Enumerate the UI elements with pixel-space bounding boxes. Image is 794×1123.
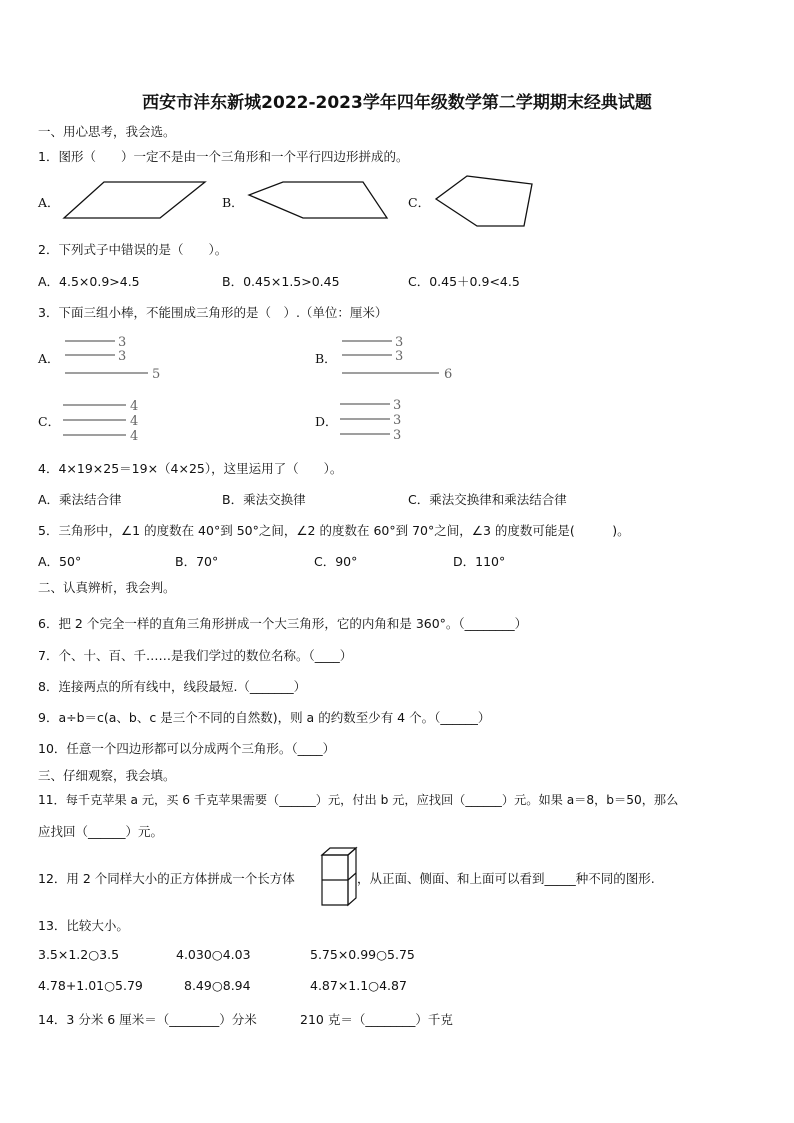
- q13-compare-3: 5.75×0.99○5.75: [310, 947, 415, 962]
- q2-option-a: A．4.5×0.9>4.5: [38, 274, 140, 289]
- q13-compare-6: 4.87×1.1○4.87: [310, 978, 407, 993]
- q1-shape-b: [243, 178, 393, 222]
- q3-option-c-label: C．: [38, 414, 61, 429]
- q3-c-length-1: 4: [130, 399, 139, 414]
- q3-sticks-b: [337, 333, 467, 383]
- question-14-part-1: 14．3 分米 6 厘米＝（________）分米: [38, 1012, 257, 1027]
- question-9: 9．a÷b＝c(a、b、c 是三个不同的自然数)，则 a 的约数至少有 4 个。（______）: [38, 710, 491, 725]
- section-3-heading: 三、仔细观察，我会填。: [38, 768, 176, 783]
- question-13: 13．比较大小。: [38, 918, 129, 933]
- q3-c-length-2: 4: [130, 414, 139, 429]
- q3-b-length-3: 6: [444, 367, 453, 382]
- q13-compare-2: 4.030○4.03: [176, 947, 251, 962]
- q13-compare-4: 4.78+1.01○5.79: [38, 978, 143, 993]
- q1-shape-c: [432, 172, 542, 232]
- question-6: 6．把 2 个完全一样的直角三角形拼成一个大三角形，它的内角和是 360°。（________）: [38, 616, 528, 631]
- q13-compare-1: 3.5×1.2○3.5: [38, 947, 120, 962]
- question-3: 3．下面三组小棒，不能围成三角形的是（ ）.（单位：厘米）: [38, 305, 388, 320]
- q3-sticks-d: [337, 396, 427, 446]
- q3-d-length-3: 3: [393, 428, 402, 443]
- q2-option-b: B．0.45×1.5>0.45: [222, 274, 340, 289]
- q3-d-length-2: 3: [393, 413, 402, 428]
- question-14-part-2: 210 克＝（________）千克: [300, 1012, 453, 1027]
- q1-option-c-label: C．: [408, 195, 431, 210]
- q3-a-length-1: 3: [118, 335, 127, 350]
- page-title: 西安市沣东新城2022-2023学年四年级数学第二学期期末经典试题: [142, 93, 652, 113]
- q3-sticks-a: [60, 333, 180, 383]
- q3-c-length-3: 4: [130, 429, 139, 444]
- question-12-text-after: ，从正面、侧面、和上面可以看到_____种不同的图形.: [357, 871, 655, 886]
- q3-a-length-3: 5: [152, 367, 161, 382]
- question-10: 10．任意一个四边形都可以分成两个三角形。（____）: [38, 741, 336, 756]
- q5-option-b: B．70°: [175, 554, 219, 569]
- q4-option-b: B．乘法交换律: [222, 492, 306, 507]
- q5-option-a: A．50°: [38, 554, 82, 569]
- q5-option-c: C．90°: [314, 554, 358, 569]
- question-8: 8．连接两点的所有线中，线段最短.（_______）: [38, 679, 307, 694]
- q3-sticks-c: [60, 396, 160, 446]
- q5-option-d: D．110°: [453, 554, 506, 569]
- q3-option-a-label: A．: [38, 351, 60, 366]
- q3-option-b-label: B．: [315, 351, 337, 366]
- section-2-heading: 二、认真辨析，我会判。: [38, 580, 176, 595]
- q3-b-length-2: 3: [395, 349, 404, 364]
- question-12-text-before: 12．用 2 个同样大小的正方体拼成一个长方体: [38, 871, 295, 886]
- q13-compare-5: 8.49○8.94: [184, 978, 251, 993]
- q1-shape-a: [60, 178, 210, 222]
- question-1: 1．图形（ ）一定不是由一个三角形和一个平行四边形拼成的。: [38, 149, 409, 164]
- q4-option-c: C．乘法交换律和乘法结合律: [408, 492, 567, 507]
- q1-option-b-label: B．: [222, 195, 244, 210]
- q3-b-length-1: 3: [395, 335, 404, 350]
- q3-a-length-2: 3: [118, 349, 127, 364]
- q2-option-c: C．0.45＋0.9<4.5: [408, 274, 520, 289]
- q4-option-a: A．乘法结合律: [38, 492, 122, 507]
- q1-option-a-label: A．: [38, 195, 60, 210]
- question-11-line-2: 应找回（______）元。: [38, 824, 164, 839]
- question-7: 7．个、十、百、千……是我们学过的数位名称。（____）: [38, 648, 353, 663]
- section-1-heading: 一、用心思考，我会选。: [38, 124, 176, 139]
- q3-d-length-1: 3: [393, 398, 402, 413]
- question-5: 5．三角形中，∠1 的度数在 40°到 50°之间，∠2 的度数在 60°到 70°之间，∠3 的度数可能是( )。: [38, 523, 630, 538]
- question-2: 2．下列式子中错误的是（ ）。: [38, 242, 228, 257]
- question-11-line-1: 11．每千克苹果 a 元，买 6 千克苹果需要（______）元，付出 b 元，应找回（______）元。如果 a＝8，b＝50，那么: [38, 793, 679, 807]
- q12-cuboid-figure: [320, 845, 360, 909]
- q3-option-d-label: D．: [315, 414, 338, 429]
- question-4: 4．4×19×25＝19×（4×25），这里运用了（ ）。: [38, 461, 343, 476]
